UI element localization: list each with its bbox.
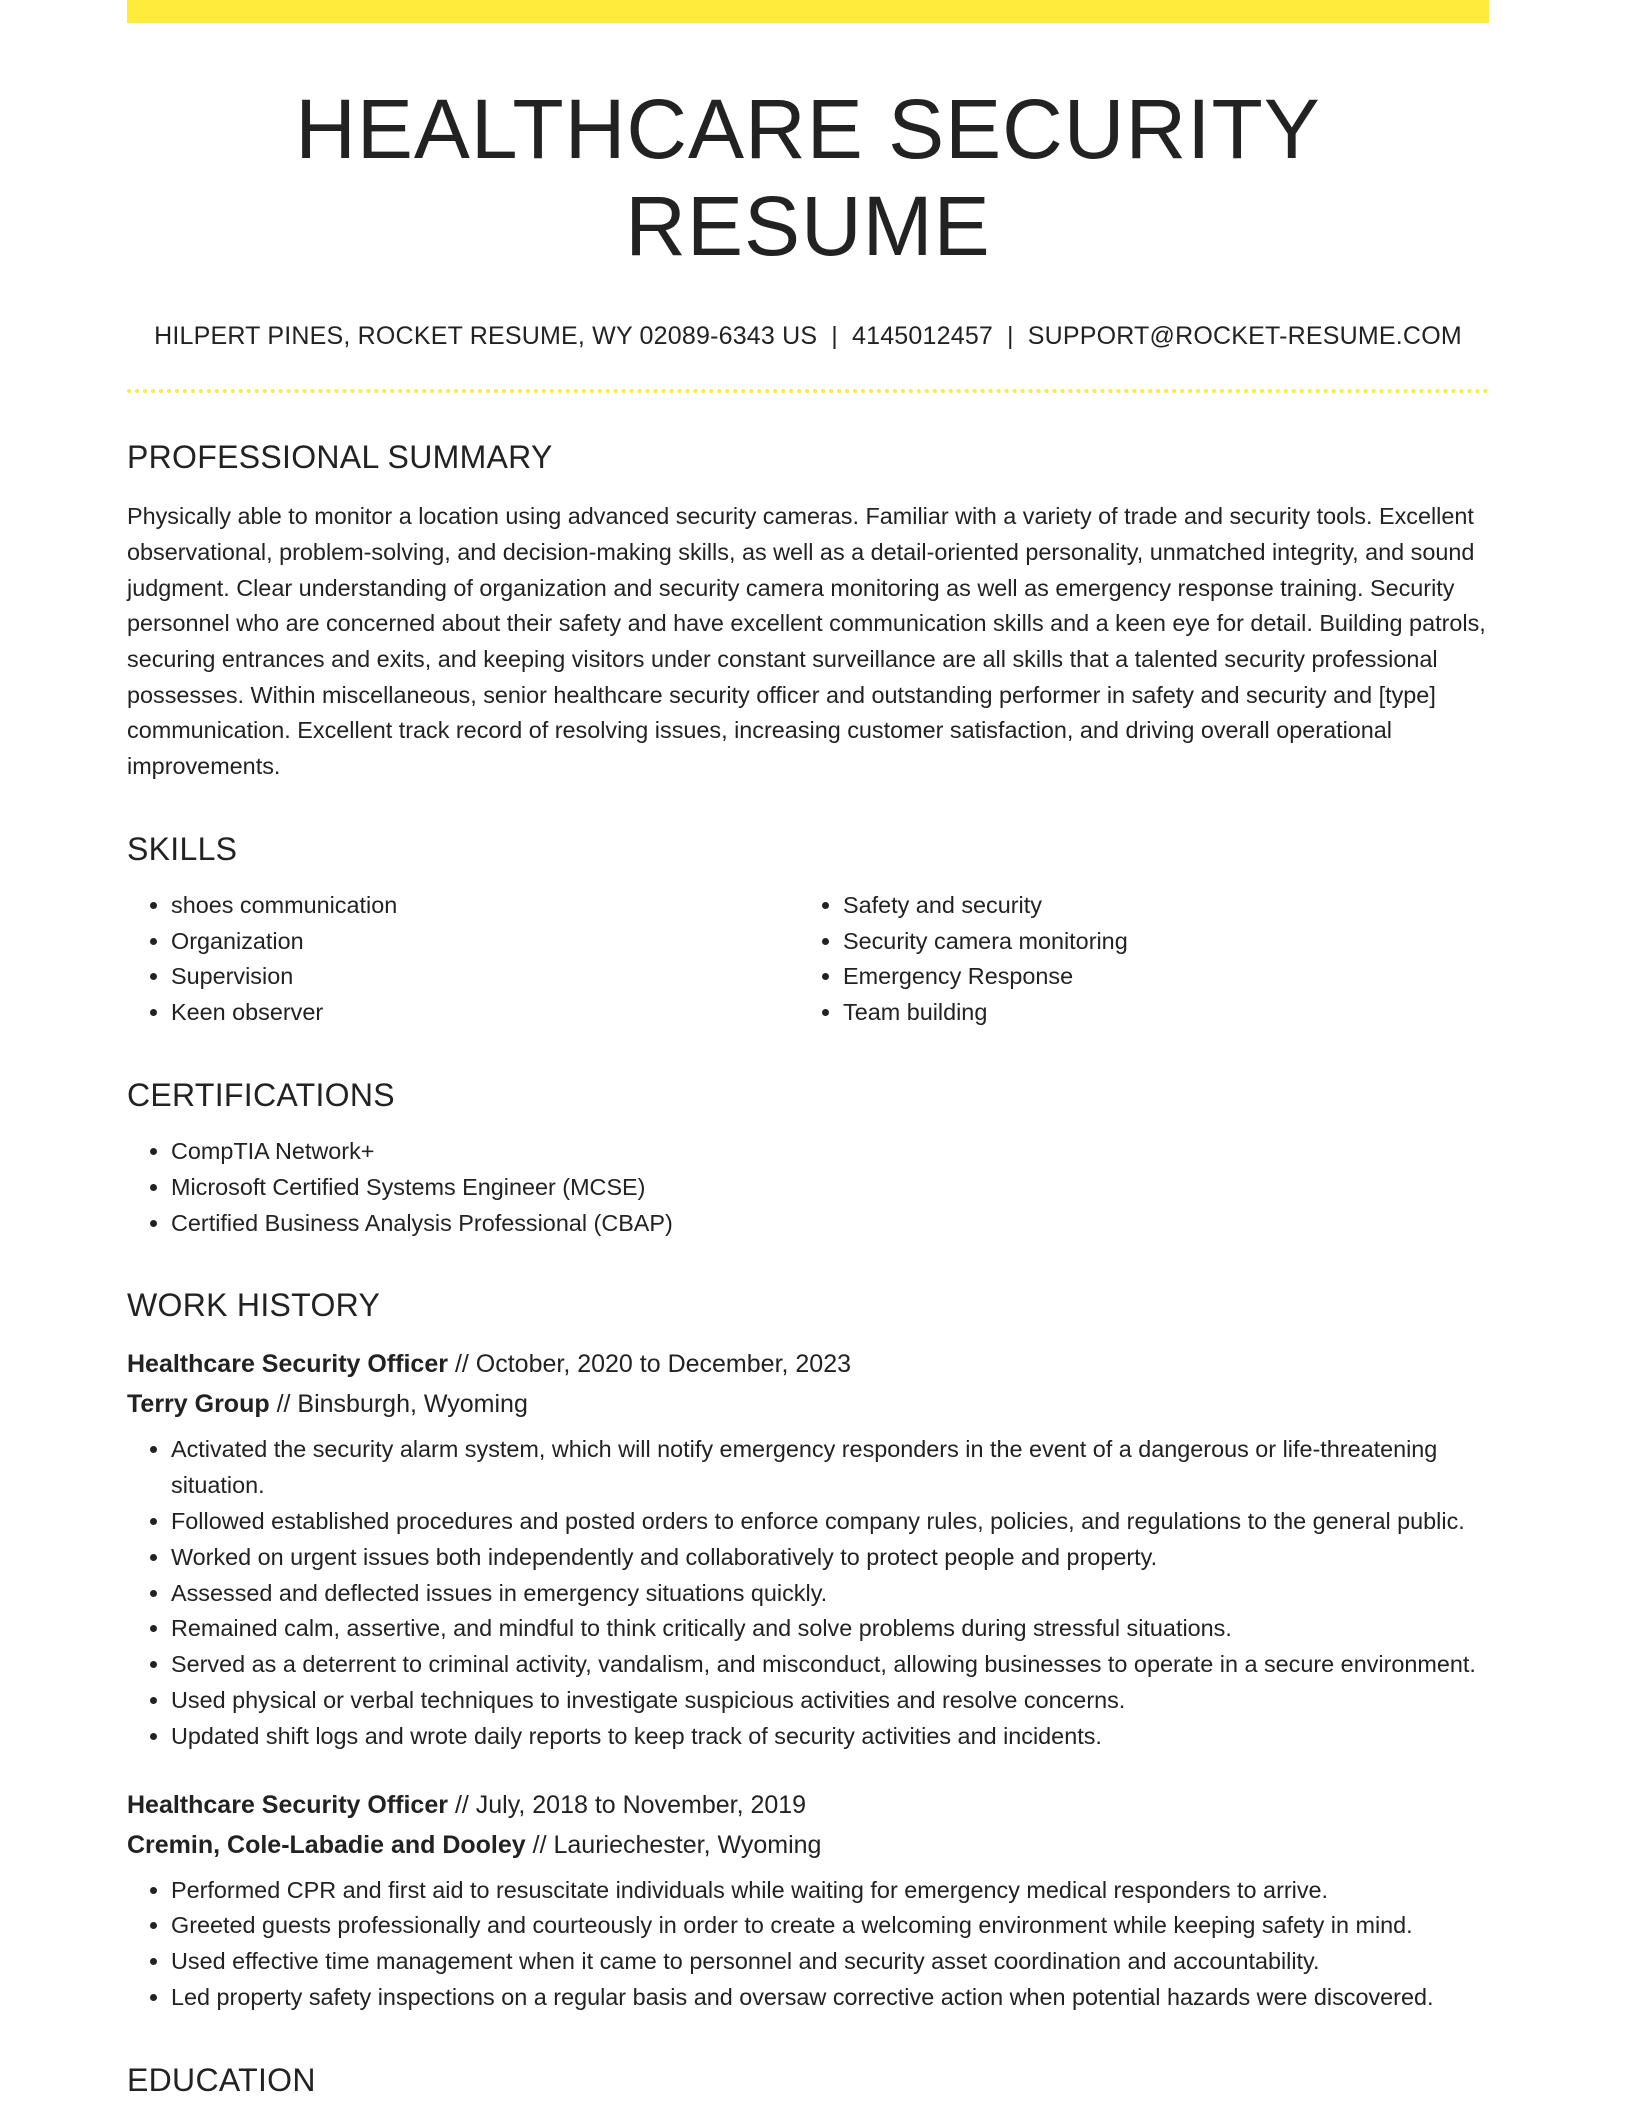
- section-title-education: EDUCATION: [127, 2061, 316, 2098]
- section-title-certifications: CERTIFICATIONS: [127, 1077, 395, 1113]
- job-duty: • Assessed and deflected issues in emergency situations quickly.: [171, 1576, 1489, 1612]
- certifications-list: [127, 1134, 1489, 1241]
- job-location: // Lauriechester, Wyoming: [532, 1830, 822, 1859]
- skill-item: • Emergency Response: [843, 959, 1471, 995]
- contact-separator: |: [831, 322, 838, 351]
- summary-text: Physically able to monitor a location using advanced security cameras. Familiar with a variety of trade and security tools. Excellent observational, problem-solving, and decision-making skills, as well as a detail-oriented personality, unmatched integrity, and sound judgment. Clear understanding of organization and security camera monitoring as well as emergency response training. Security personnel who are concerned about their safety and have excellent communication skills and a keen eye for detail. Building patrols, securing entrances and exits, and keeping visitors under constant surveillance are all skills that a talented security professional possesses. Within miscellaneous, senior healthcare security officer and outstanding performer in safety and security and [type] communication. Excellent track record of resolving issues, increasing customer satisfaction, and driving overall operational improvements.: [127, 503, 1486, 780]
- contact-phone[interactable]: 4145012457: [851, 322, 994, 351]
- resume-title: HEALTHCARE SECURITY RESUME: [295, 82, 1321, 273]
- job-location: // Binsburgh, Wyoming: [276, 1390, 528, 1419]
- skills-column-right: [799, 888, 1471, 1031]
- job-entry: [127, 1344, 1489, 1754]
- skill-item: • Safety and security: [843, 888, 1471, 924]
- job-title-line: [127, 1344, 1489, 1384]
- job-duties: [127, 1873, 1489, 2016]
- job-duties: [127, 1432, 1489, 1754]
- job-title: Healthcare Security Officer: [127, 1790, 448, 1819]
- job-entry: [127, 1785, 1489, 2016]
- job-duty: • Performed CPR and first aid to resuscitate individuals while waiting for emergency medical responders to arrive.: [171, 1873, 1489, 1909]
- dotted-divider: [127, 389, 1489, 393]
- job-duty: • Activated the security alarm system, which will notify emergency responders in the event of a dangerous or life-threatening situation.: [171, 1432, 1489, 1504]
- job-duty: • Greeted guests professionally and courteously in order to create a welcoming environment while keeping safety in mind.: [171, 1908, 1489, 1944]
- skill-item: • Team building: [843, 995, 1471, 1031]
- job-dates: // October, 2020 to December, 2023: [454, 1350, 852, 1379]
- job-duty: • Used effective time management when it came to personnel and security asset coordination and accountability.: [171, 1944, 1489, 1980]
- job-title-line: [127, 1785, 1489, 1825]
- job-duty: • Remained calm, assertive, and mindful to think critically and solve problems during stressful situations.: [171, 1611, 1489, 1647]
- certification-item: • Certified Business Analysis Professional (CBAP): [171, 1206, 1489, 1242]
- contact-address: HILPERT PINES, ROCKET RESUME, WY 02089-6343 US: [154, 322, 818, 351]
- job-company: Cremin, Cole-Labadie and Dooley: [127, 1830, 526, 1859]
- job-company: Terry Group: [127, 1390, 270, 1419]
- skill-item: • Organization: [171, 924, 799, 960]
- contact-separator: |: [1007, 322, 1014, 351]
- contact-email[interactable]: SUPPORT@ROCKET-RESUME.COM: [1027, 322, 1462, 351]
- section-title-work-history: WORK HISTORY: [127, 1287, 381, 1324]
- accent-bar: [127, 0, 1489, 23]
- certification-item: • CompTIA Network+: [171, 1134, 1489, 1170]
- job-company-line: [127, 1825, 1489, 1865]
- skills-column-left: [127, 888, 799, 1031]
- job-duty: • Worked on urgent issues both independently and collaboratively to protect people and property.: [171, 1540, 1489, 1576]
- job-duty: • Updated shift logs and wrote daily reports to keep track of security activities and incidents.: [171, 1719, 1489, 1755]
- skill-item: • Security camera monitoring: [843, 924, 1471, 960]
- job-duty: • Used physical or verbal techniques to investigate suspicious activities and resolve concerns.: [171, 1683, 1489, 1719]
- job-company-line: [127, 1384, 1489, 1424]
- skill-item: • shoes communication: [171, 888, 799, 924]
- section-title-skills: SKILLS: [127, 830, 238, 867]
- skills-list: [127, 888, 1489, 1031]
- job-duty: • Led property safety inspections on a regular basis and oversaw corrective action when potential hazards were discovered.: [171, 1980, 1489, 2016]
- job-dates: // July, 2018 to November, 2019: [454, 1790, 807, 1819]
- job-duty: • Served as a deterrent to criminal activity, vandalism, and misconduct, allowing businesses to operate in a secure environment.: [171, 1647, 1489, 1683]
- skill-item: • Keen observer: [171, 995, 799, 1031]
- job-title: Healthcare Security Officer: [127, 1350, 448, 1379]
- contact-line: [127, 322, 1489, 351]
- job-duty: • Followed established procedures and posted orders to enforce company rules, policies, and regulations to the general public.: [171, 1504, 1489, 1540]
- section-title-summary: PROFESSIONAL SUMMARY: [127, 439, 553, 476]
- resume-page: [127, 0, 1489, 2099]
- skill-item: • Supervision: [171, 959, 799, 995]
- certification-item: • Microsoft Certified Systems Engineer (MCSE): [171, 1170, 1489, 1206]
